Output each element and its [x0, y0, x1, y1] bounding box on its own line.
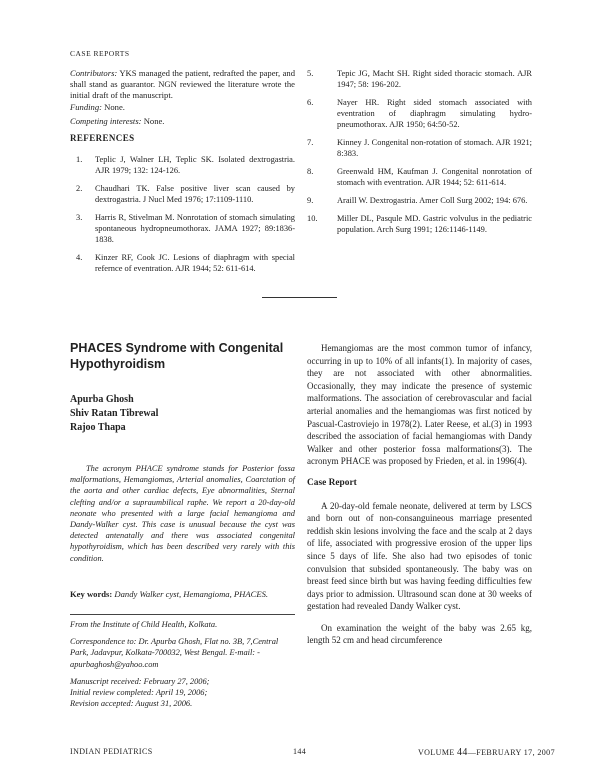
keywords-value: Dandy Walker cyst, Hemangioma, PHACES. — [114, 589, 269, 599]
reference-number: 8. — [307, 167, 314, 176]
correspondence: Correspondence to: Dr. Apurba Ghosh, Flat no. 3B, 7,Central Park, Jadavpur, Kolkata-700032, West Bengal. E-mail: - apurbaghosh@yahoo.com — [70, 637, 279, 669]
footer-page-number: 144 — [293, 747, 307, 756]
funding-value: None. — [104, 101, 125, 112]
keywords — [70, 589, 295, 600]
article-right-column — [307, 342, 532, 647]
reference-item — [70, 183, 295, 205]
footer-volume-label: VOLUME — [418, 748, 455, 757]
references-heading: REFERENCES — [70, 133, 135, 144]
prev-article-left-column — [70, 68, 295, 281]
competing-interests-statement — [70, 116, 295, 127]
reference-item — [307, 97, 532, 130]
abstract: The acronym PHACE syndrome stands for Posterior fossa malformations, Hemangiomas, Arterial anomalies, Coarctation of the aorta and other cardiac defects, Eye abnormalities, Sternal clefting and/or a supraumbilical raphe. We report a 20-day-old neonate who presented with a large facial hemangioma and Dandy-Walker cyst. This case is unusual because the cyst was detected antenatally and there was associated congenital hypothyroidism, which has been described very rarely with this condition. — [70, 464, 295, 563]
reference-text: Teplic J, Walner LH, Teplic SK. Isolated dextrogastria. AJR 1979; 132: 124-126. — [95, 155, 295, 176]
contributors-statement — [70, 68, 295, 102]
reference-number: 3. — [76, 213, 83, 223]
footer-volume-date: VOLUME 44—FEBRUARY 17, 2007 — [418, 747, 555, 758]
affiliation-block — [70, 619, 295, 709]
contributors-label: Contributors: — [70, 68, 118, 78]
reference-item — [70, 252, 295, 274]
case-report-heading: Case Report — [307, 477, 357, 488]
reference-item — [70, 154, 295, 176]
author-name: Apurba Ghosh — [70, 394, 134, 405]
intro-paragraph: Hemangiomas are the most common tumor of infancy, occurring in up to 10% of all infants(1). In majority of cases, they are not associated with other abnormalities. Occasionally, they may indicate the presence of systemic malformations. The association of cerebrovascular and facial arterial anomalies and the hemangiomas was first noticed by Pascual-Castroviejo in 1978(2). Later Reese, et al.(3) in 1993 described the association of facial hemangiomas with Dandy Walker and other posterior fossa malformations(3). The acronym PHACE was proposed by Frieden, et al. in 1996(4). — [307, 343, 532, 467]
reference-text: Araill W. Dextrogastria. Amer Coll Surg 2002; 194: 676. — [337, 196, 528, 205]
keywords-label: Key words: — [70, 589, 113, 599]
reference-text: Kinzer RF, Cook JC. Lesions of diaphragm with special refernce of eventration. AJR 1944; 52: 611-614. — [95, 253, 295, 274]
contributors-text: YKS managed the patient, redrafted the paper, and shall stand as guarantor. NGN reviewed the literature wrote the initial draft of the manuscript. — [70, 68, 295, 101]
funding-statement — [70, 102, 295, 113]
footer-volume-number: 44 — [457, 747, 468, 758]
prev-article-right-column — [307, 68, 532, 242]
footer-journal: INDIAN PEDIATRICS — [70, 747, 153, 756]
reference-number: 6. — [307, 98, 314, 107]
references-list-left — [70, 154, 295, 274]
affiliation: From the Institute of Child Health, Kolkata. — [70, 620, 218, 629]
reference-number: 10. — [307, 214, 318, 223]
reference-text: Greenwald HM, Kaufman J. Congenital nonrotation of stomach with eventration. AJR 1944; 52: 611-614. — [337, 167, 532, 187]
reference-number: 4. — [76, 253, 83, 263]
reference-number: 5. — [307, 69, 314, 78]
reference-item — [307, 195, 532, 206]
case-paragraph-1: A 20-day-old female neonate, delivered at term by LSCS and born out of non-consanguineous marriage presented reddish skin lesions involving the face and the scalp at 2 days of life, associated with progressive erosion of the upper lips since 5 days of life. She also had two episodes of tonic convulsion that subsided spontaneously. The baby was on breast feed since birth but was having feeding difficulties few days prior to admission. Ultrasound scan done at 30 weeks of gestation had revealed Dandy Walker cyst. — [307, 500, 532, 612]
reference-number: 2. — [76, 184, 83, 194]
competing-label: Competing interests: — [70, 115, 142, 126]
reference-text: Miller DL, Pasqule MD. Gastric volvulus in the pediatric population. Arch Surg 1991; 126:1146-1149. — [337, 214, 532, 234]
author-list — [70, 393, 158, 435]
manuscript-received: Manuscript received: February 27, 2006; — [70, 676, 210, 686]
footer-date: FEBRUARY 17, 2007 — [476, 748, 555, 757]
reference-text: Kinney J. Congenital non-rotation of stomach. AJR 1921; 8:383. — [337, 138, 532, 158]
reference-number: 7. — [307, 138, 314, 147]
reference-item — [307, 137, 532, 159]
reference-number: 1. — [76, 155, 83, 165]
reference-text: Chaudhari TK. False positive liver scan caused by dextrogastria. J Nucl Med 1976; 17:1109-1110. — [95, 184, 295, 205]
revision-accepted: Revision accepted: August 31, 2006. — [70, 699, 193, 709]
article-title: PHACES Syndrome with Congenital Hypothyroidism — [70, 341, 284, 371]
reference-item — [70, 212, 295, 245]
keywords-divider — [70, 614, 295, 615]
reference-item — [307, 68, 532, 90]
reference-item — [307, 213, 532, 235]
reference-number: 9. — [307, 196, 314, 205]
reference-item — [307, 166, 532, 188]
article-separator-rule — [262, 297, 337, 298]
initial-review: Initial review completed: April 19, 2006; — [70, 688, 208, 698]
reference-text: Nayer HR. Right sided stomach associated with eventration of diaphragm simulating hydro-pneumothorax. AJR 1950; 64:50-52. — [337, 98, 532, 129]
funding-label: Funding: — [70, 101, 102, 112]
competing-value: None. — [143, 115, 165, 126]
running-header: CASE REPORTS — [70, 49, 130, 58]
reference-text: Harris R, Stivelman M. Nonrotation of stomach simulating spontaneous hydropneumothorax. JAMA 1927; 89:1836-1838. — [95, 213, 295, 245]
reference-text: Tepic JG, Macht SH. Right sided thoracic stomach. AJR 1947; 58: 196-202. — [337, 69, 532, 89]
references-list-right — [307, 68, 532, 235]
case-paragraph-2: On examination the weight of the baby was 2.65 kg, length 52 cm and head circumference — [307, 622, 532, 646]
author-name: Rajoo Thapa — [70, 422, 126, 433]
author-name: Shiv Ratan Tibrewal — [70, 408, 159, 419]
